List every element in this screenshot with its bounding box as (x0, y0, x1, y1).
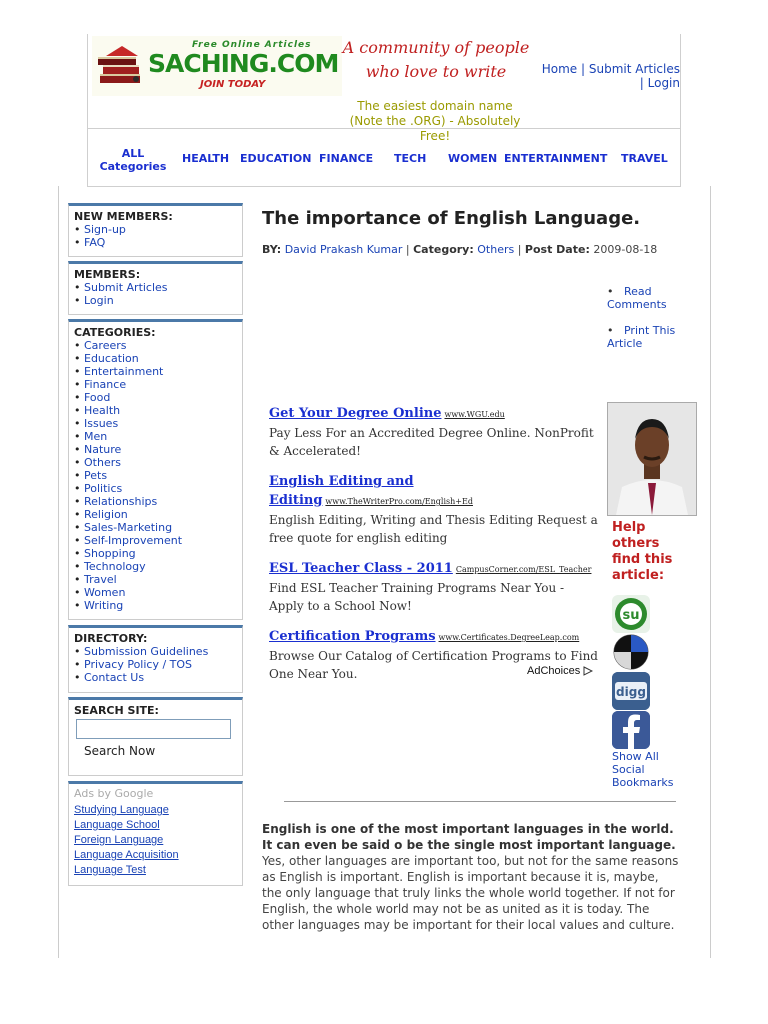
category-link[interactable]: Careers (84, 339, 127, 352)
author-link[interactable]: David Prakash Kumar (284, 243, 403, 256)
print-article-link[interactable]: Print This Article (607, 324, 676, 350)
categories-box (68, 319, 243, 620)
digg-button[interactable] (612, 672, 650, 710)
list-item: • FAQ (74, 236, 106, 249)
members-title: MEMBERS: (74, 268, 141, 281)
new-members-title: NEW MEMBERS: (74, 210, 173, 223)
ad-url[interactable]: www.TheWriterPro.com/English+Ed (325, 497, 473, 506)
list-item (74, 818, 237, 833)
list-item: • Pets (74, 469, 108, 482)
list-item: • Submit Articles (74, 281, 168, 294)
categories-list (69, 339, 242, 616)
submission-guidelines-link[interactable]: Submission Guidelines (84, 645, 209, 658)
list-item (74, 803, 237, 818)
list-item (74, 863, 237, 878)
nav-entertainment[interactable]: ENTERTAINMENT (504, 152, 608, 165)
category-link[interactable]: Writing (84, 599, 124, 612)
show-all-bookmarks-link[interactable]: Show All Social Bookmarks (612, 750, 674, 789)
ad-text: English Editing, Writing and Thesis Editing Request a free quote for english editing (269, 513, 598, 545)
list-item: • Religion (74, 508, 128, 521)
category-link[interactable]: Issues (84, 417, 119, 430)
date-label: Post Date: (524, 243, 590, 256)
help-others-text: Help others find this article: (612, 520, 673, 583)
ad-headline-link[interactable]: Certification Programs (269, 629, 436, 644)
ad-url[interactable]: CampusCorner.com/ESL_Teacher (455, 565, 592, 574)
print-item: • Print This Article (607, 324, 676, 350)
site-header (87, 34, 681, 187)
list-item: • Contact Us (74, 671, 145, 684)
list-item: • Shopping (74, 547, 136, 560)
article-body (262, 821, 682, 933)
category-link[interactable]: Pets (84, 469, 108, 482)
list-item: • Writing (74, 599, 124, 612)
page-border-right (710, 186, 711, 958)
by-label: BY: (262, 243, 282, 256)
list-item: • Issues (74, 417, 119, 430)
ads-by-google-label[interactable]: Ads by Google (74, 787, 154, 800)
members-box (68, 261, 243, 315)
search-title: SEARCH SITE: (74, 704, 159, 717)
ad-headline-link[interactable]: ESL Teacher Class - 2011 (269, 561, 453, 576)
site-tagline (340, 36, 532, 84)
category-link[interactable]: Food (84, 391, 111, 404)
delicious-icon (612, 633, 650, 671)
domain-note: The easiest domain name (Note the .ORG) - Absolutely Free! (349, 99, 521, 143)
sidebar-submit-articles-link[interactable]: Submit Articles (84, 281, 168, 294)
list-item (74, 833, 237, 848)
category-link[interactable]: Self-Improvement (84, 534, 183, 547)
svg-text:su: su (622, 608, 640, 623)
category-link[interactable]: Shopping (84, 547, 136, 560)
adchoices-label: AdChoices (527, 665, 581, 677)
ad-text: Find ESL Teacher Training Programs Near You - Apply to a School Now! (269, 581, 565, 613)
signup-link[interactable]: Sign-up (84, 223, 126, 236)
adchoices-icon (583, 666, 593, 676)
search-box (68, 697, 243, 776)
page-border-left (58, 186, 59, 958)
category-value-link[interactable]: Others (477, 243, 515, 256)
author-photo (607, 402, 697, 516)
article-text: Yes, other languages are important too, but not for the same reasons as English is important. English is important because it is, maybe, the only language that truly links the whole world together. If not for English, the whole world may not be as united as it is today. The other languages may be important for their local values and culture. (262, 854, 679, 932)
list-item: • Privacy Policy / TOS (74, 658, 193, 671)
list-item: • Technology (74, 560, 146, 573)
directory-title: DIRECTORY: (74, 632, 148, 645)
privacy-policy-link[interactable]: Privacy Policy / TOS (84, 658, 193, 671)
category-link[interactable]: Others (84, 456, 121, 469)
list-item: • Self-Improvement (74, 534, 183, 547)
facebook-button[interactable] (612, 711, 650, 749)
logo-tagline: Free Online Articles (192, 40, 312, 50)
site-logo[interactable] (92, 36, 342, 96)
nav-travel[interactable]: TRAVEL (621, 152, 668, 165)
directory-box (68, 625, 243, 693)
contact-us-link[interactable]: Contact Us (84, 671, 145, 684)
list-item: • Men (74, 430, 108, 443)
list-item: • Finance (74, 378, 127, 391)
google-ad-link[interactable]: Studying Language (74, 804, 169, 816)
list-item: • Others (74, 456, 121, 469)
category-link[interactable]: Travel (84, 573, 117, 586)
ad-headline-link[interactable]: English Editing and Editing (269, 474, 414, 508)
delicious-button[interactable] (612, 633, 650, 671)
tagline-line-1: A community of people (342, 38, 530, 57)
new-members-box (68, 203, 243, 257)
join-today-link[interactable]: JOIN TODAY (200, 79, 266, 90)
stumbleupon-button[interactable] (612, 595, 650, 633)
stumbleupon-icon (612, 595, 650, 633)
article-meta: BY: David Prakash Kumar | Category: Others | Post Date: 2009-08-18 (262, 243, 658, 256)
article-divider (284, 801, 676, 802)
digg-icon (612, 672, 650, 710)
category-link[interactable]: Women (84, 586, 126, 599)
nav-tech[interactable]: TECH (394, 152, 427, 165)
category-link[interactable]: Politics (84, 482, 123, 495)
faq-link[interactable]: FAQ (84, 236, 106, 249)
list-item: • Travel (74, 573, 117, 586)
sidebar-login-link[interactable]: Login (84, 294, 114, 307)
post-date: 2009-08-18 (593, 243, 658, 256)
list-item: • Education (74, 352, 139, 365)
books-icon (96, 44, 144, 88)
submit-articles-link[interactable]: Submit Articles (588, 62, 680, 76)
category-label: Category: (413, 243, 474, 256)
ad-text: Browse Our Catalog of Certification Programs to Find One Near You. (269, 649, 598, 681)
read-comments-item: • Read Comments (607, 285, 667, 311)
sponsored-ads (269, 404, 599, 695)
category-link[interactable]: Nature (84, 443, 122, 456)
nav-education[interactable]: EDUCATION (240, 152, 312, 165)
ad-headline-link[interactable]: Get Your Degree Online (269, 406, 442, 421)
categories-title: CATEGORIES: (74, 326, 156, 339)
login-link[interactable]: Login (647, 76, 680, 90)
nav-finance[interactable]: FINANCE (319, 152, 374, 165)
category-link[interactable]: Relationships (84, 495, 158, 508)
list-item: • Entertainment (74, 365, 164, 378)
category-link[interactable]: Technology (84, 560, 146, 573)
google-ad-link[interactable]: Language Test (74, 864, 146, 876)
svg-text:digg: digg (616, 685, 646, 699)
adchoices-link[interactable] (527, 665, 593, 677)
category-link[interactable]: Finance (84, 378, 127, 391)
list-item: • Health (74, 404, 121, 417)
search-input[interactable] (76, 719, 231, 739)
logo-name: SACHING.COM (148, 49, 339, 78)
home-link[interactable]: Home (541, 62, 578, 76)
list-item: • Politics (74, 482, 123, 495)
list-item (74, 848, 237, 863)
list-item: • Submission Guidelines (74, 645, 209, 658)
ad-unit (269, 472, 599, 547)
read-comments-link[interactable]: Read Comments (607, 285, 667, 311)
google-ads-box (68, 781, 243, 886)
list-item: • Relationships (74, 495, 158, 508)
ad-unit (269, 404, 599, 460)
list-item: • Sales-Marketing (74, 521, 173, 534)
ad-unit (269, 559, 599, 615)
nav-women[interactable]: WOMEN (448, 152, 498, 165)
author-portrait-image (608, 403, 696, 515)
google-ad-link[interactable]: Language School (74, 819, 160, 831)
facebook-icon (612, 711, 650, 749)
ad-url[interactable]: www.Certificates.DegreeLeap.com (438, 633, 580, 642)
list-item: • Women (74, 586, 126, 599)
nav-all-categories[interactable]: ALL Categories (99, 147, 167, 173)
article-lead: English is one of the most important languages in the world. It can even be said o be the single most important language. (262, 822, 676, 852)
ad-text: Pay Less For an Accredited Degree Online. NonProfit & Accelerated! (269, 426, 594, 458)
list-item: • Nature (74, 443, 122, 456)
google-ad-link[interactable]: Language Acquisition (74, 849, 179, 861)
category-link[interactable]: Health (84, 404, 121, 417)
search-now-button[interactable]: Search Now (84, 744, 156, 758)
category-link[interactable]: Education (84, 352, 139, 365)
article-title: The importance of English Language. (262, 208, 641, 229)
list-item: • Food (74, 391, 111, 404)
category-link[interactable]: Entertainment (84, 365, 164, 378)
category-link[interactable]: Men (84, 430, 108, 443)
ad-url[interactable]: www.WGU.edu (444, 410, 505, 419)
list-item: • Sign-up (74, 223, 126, 236)
list-item: • Login (74, 294, 114, 307)
google-ad-link[interactable]: Foreign Language (74, 834, 164, 846)
category-link[interactable]: Religion (84, 508, 128, 521)
nav-health[interactable]: HEALTH (182, 152, 230, 165)
tagline-line-2: who love to write (365, 62, 507, 81)
category-nav (88, 128, 680, 187)
category-link[interactable]: Sales-Marketing (84, 521, 173, 534)
top-links: Home | Submit Articles | Login (541, 62, 680, 90)
list-item: • Careers (74, 339, 127, 352)
